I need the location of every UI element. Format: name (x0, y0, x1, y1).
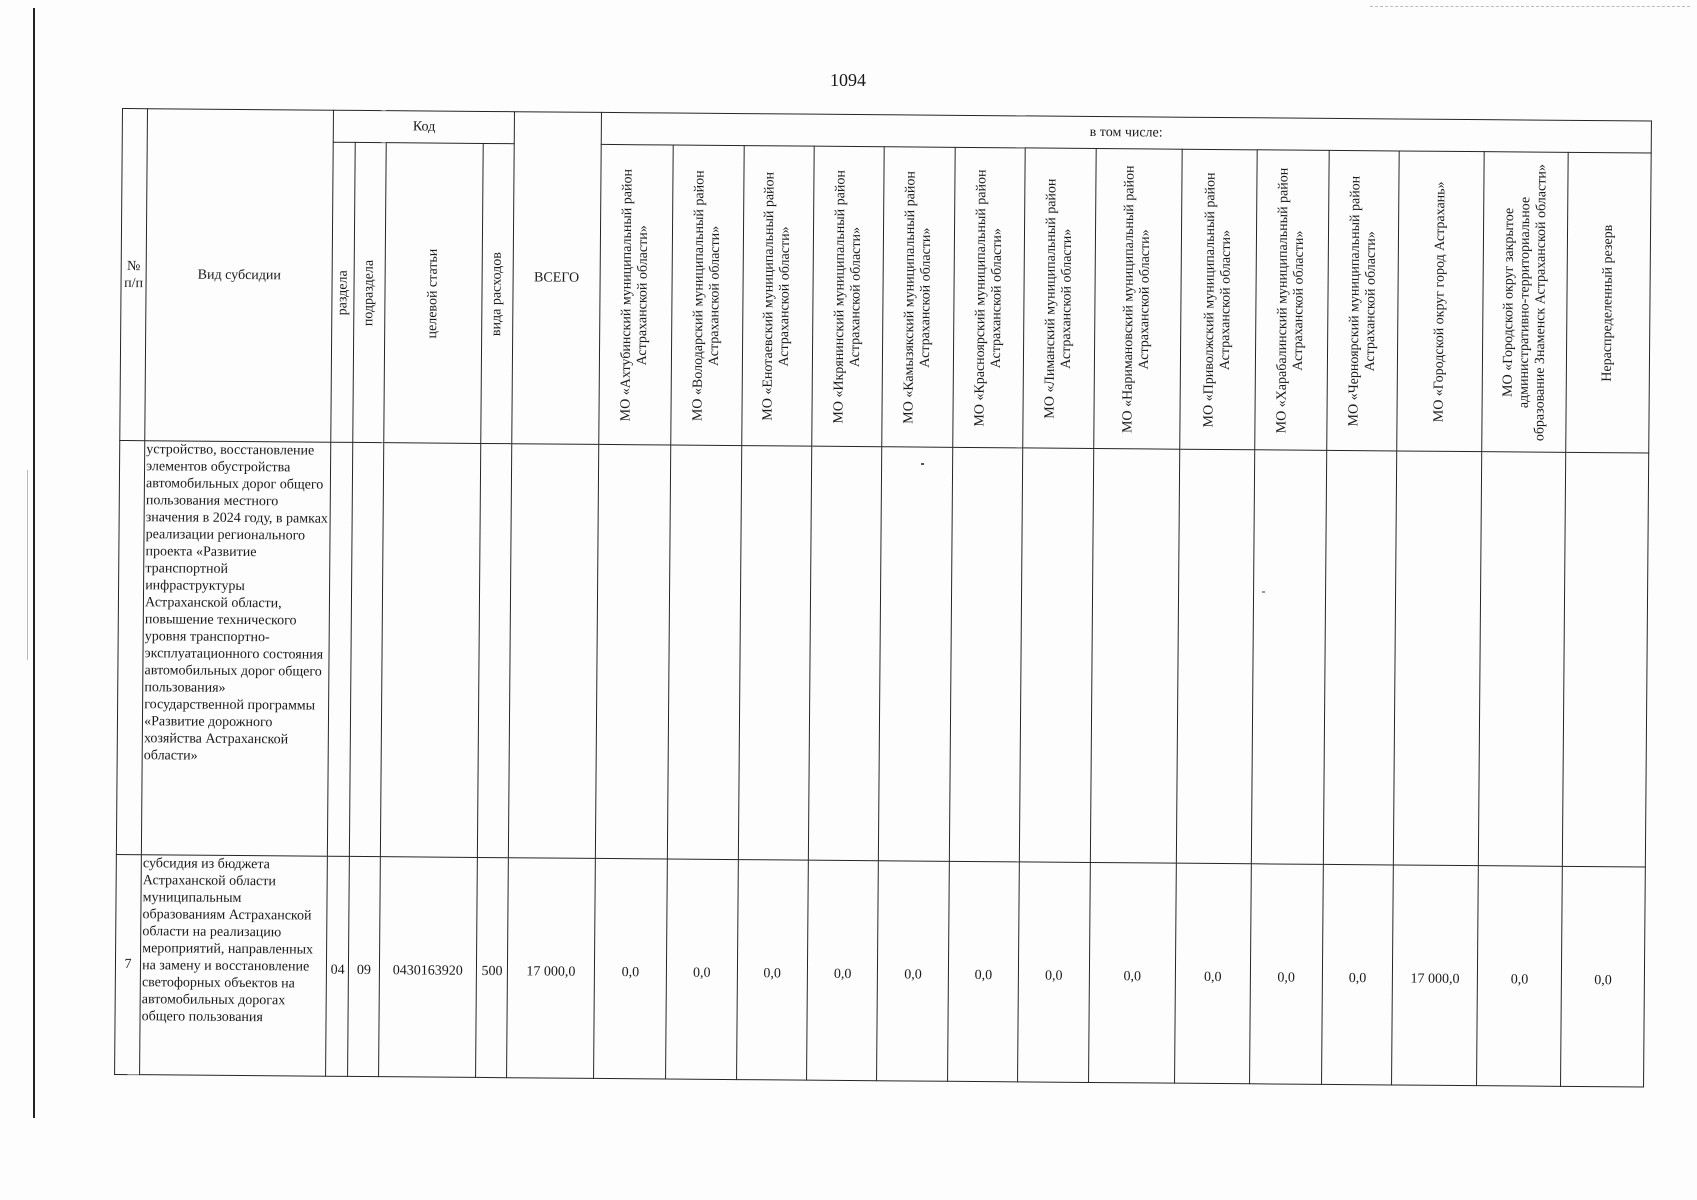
header-recipient-znamensk: МО «Городской округ закрытое административно-территориальное образование Знаменск Астраханской области» (1482, 152, 1569, 453)
page-number: 1094 (830, 70, 866, 90)
header-code-section: раздела (331, 142, 356, 442)
header-code-expense: вида расходов (481, 143, 515, 443)
row-value (1020, 448, 1094, 863)
scan-edge-artifact (1370, 6, 1690, 8)
table-row (115, 854, 1646, 1087)
row-target: 0430163920 (378, 857, 477, 1078)
scan-speck (1262, 591, 1265, 593)
row-value (1090, 448, 1180, 863)
row-value: 0,0 (736, 860, 808, 1081)
scan-margin-line-faint (27, 470, 28, 660)
header-recipient-kamyzyaksky: МО «Камызякский муниципальный район Астраханской области» (882, 147, 955, 448)
row-value (1563, 452, 1649, 867)
header-including: в том числе: (601, 112, 1651, 153)
row-value (1478, 452, 1566, 867)
row-value (668, 445, 742, 860)
header-recipient-limansky: МО «Лиманский муниципальный район Астраханской области» (1023, 148, 1096, 449)
scan-speck (921, 463, 924, 465)
header-recipient-reserve: Нераспределенный резерв (1566, 152, 1651, 453)
header-recipient-enotaevsky: МО «Енотаевский муниципальный район Астраханской области» (741, 146, 814, 447)
header-recipient-akhtubinsky: МО «Ахтубинский муниципальный район Астраханской области» (599, 144, 674, 445)
header-row-columns (120, 141, 1651, 454)
row-total (509, 444, 599, 859)
row-value (879, 447, 953, 862)
row-value: 0,0 (1476, 866, 1562, 1087)
subsidy-table (114, 108, 1652, 1088)
row-value: 0,0 (1249, 864, 1323, 1085)
row-value (1176, 449, 1254, 864)
header-code-subsection: подраздела (353, 142, 386, 442)
row-value: 0,0 (877, 861, 949, 1082)
row-value: 0,0 (807, 860, 879, 1081)
row-value: 0,0 (1018, 862, 1090, 1083)
row-subsection (350, 442, 384, 856)
header-num: № п/п (120, 109, 148, 441)
row-value (595, 444, 671, 859)
row-num (116, 440, 145, 854)
row-expense: 500 (476, 857, 509, 1077)
row-subsection: 09 (348, 856, 380, 1076)
row-value: 0,0 (947, 861, 1019, 1082)
header-recipient-volodarsky: МО «Володарский муниципальный район Астраханской области» (671, 145, 744, 446)
row-kind: субсидия из бюджета Астраханской области муниципальным образованиям Астраханской области на реализацию мероприятий, направленных на замену и восстановление светофорных объектов на автомобильных дорогах общего пользования (140, 855, 328, 1077)
scan-margin-line (33, 8, 35, 1118)
row-value: 0,0 (1175, 863, 1251, 1084)
row-kind: устройство, восстановление элементов обустройства автомобильных дорог общего пользования местного значения в 2024 году, в рамках реализации регионального проекта «Развитие транспортной инфраструктуры Астраханской области, повышение технического уровня транспортно-эксплуатационного состояния автомобильных дорог общего пользования» государственной программы «Развитие дорожного хозяйства Астраханской области» (142, 441, 331, 857)
table-row (116, 440, 1648, 867)
row-expense (477, 443, 512, 857)
header-recipient-ikryaninsky: МО «Икрянинский муниципальный район Астраханской области» (812, 146, 885, 447)
row-value: 0,0 (593, 858, 667, 1079)
header-recipient-narimanovsky: МО «Наримановский муниципальный район Астраханской области» (1093, 148, 1182, 449)
header-code: Код (333, 110, 514, 143)
header-total: ВСЕГО (512, 112, 601, 445)
row-value: 0,0 (1321, 864, 1393, 1085)
row-value (808, 446, 882, 861)
row-target (380, 443, 481, 858)
header-kind: Вид субсидии (145, 109, 334, 443)
row-value: 0,0 (1561, 866, 1645, 1087)
row-num: 7 (115, 854, 142, 1074)
header-recipient-privolzhsky: МО «Приволжский муниципальный район Астраханской области» (1180, 149, 1257, 450)
row-value: 0,0 (666, 859, 738, 1080)
header-code-target: целевой статьи (383, 143, 483, 444)
header-recipient-krasnoyarsky: МО «Красноярский муниципальный район Астраханской области» (953, 147, 1026, 448)
row-total: 17 000,0 (507, 858, 595, 1079)
row-section: 04 (326, 856, 350, 1076)
header-recipient-astrakhan: МО «Городской округ город Астрахань» (1397, 151, 1484, 452)
row-value: 17 000,0 (1392, 865, 1478, 1086)
row-value (1394, 451, 1482, 866)
row-value: 0,0 (1088, 862, 1176, 1083)
row-value (738, 446, 812, 861)
header-recipient-chernoyarsky: МО «Черноярский муниципальный район Астраханской области» (1327, 150, 1400, 451)
row-value (1251, 450, 1327, 865)
row-value (949, 447, 1023, 862)
header-recipient-kharabalinsky: МО «Харабалинский муниципальный район Астраханской области» (1254, 150, 1329, 451)
row-value (1323, 450, 1397, 865)
